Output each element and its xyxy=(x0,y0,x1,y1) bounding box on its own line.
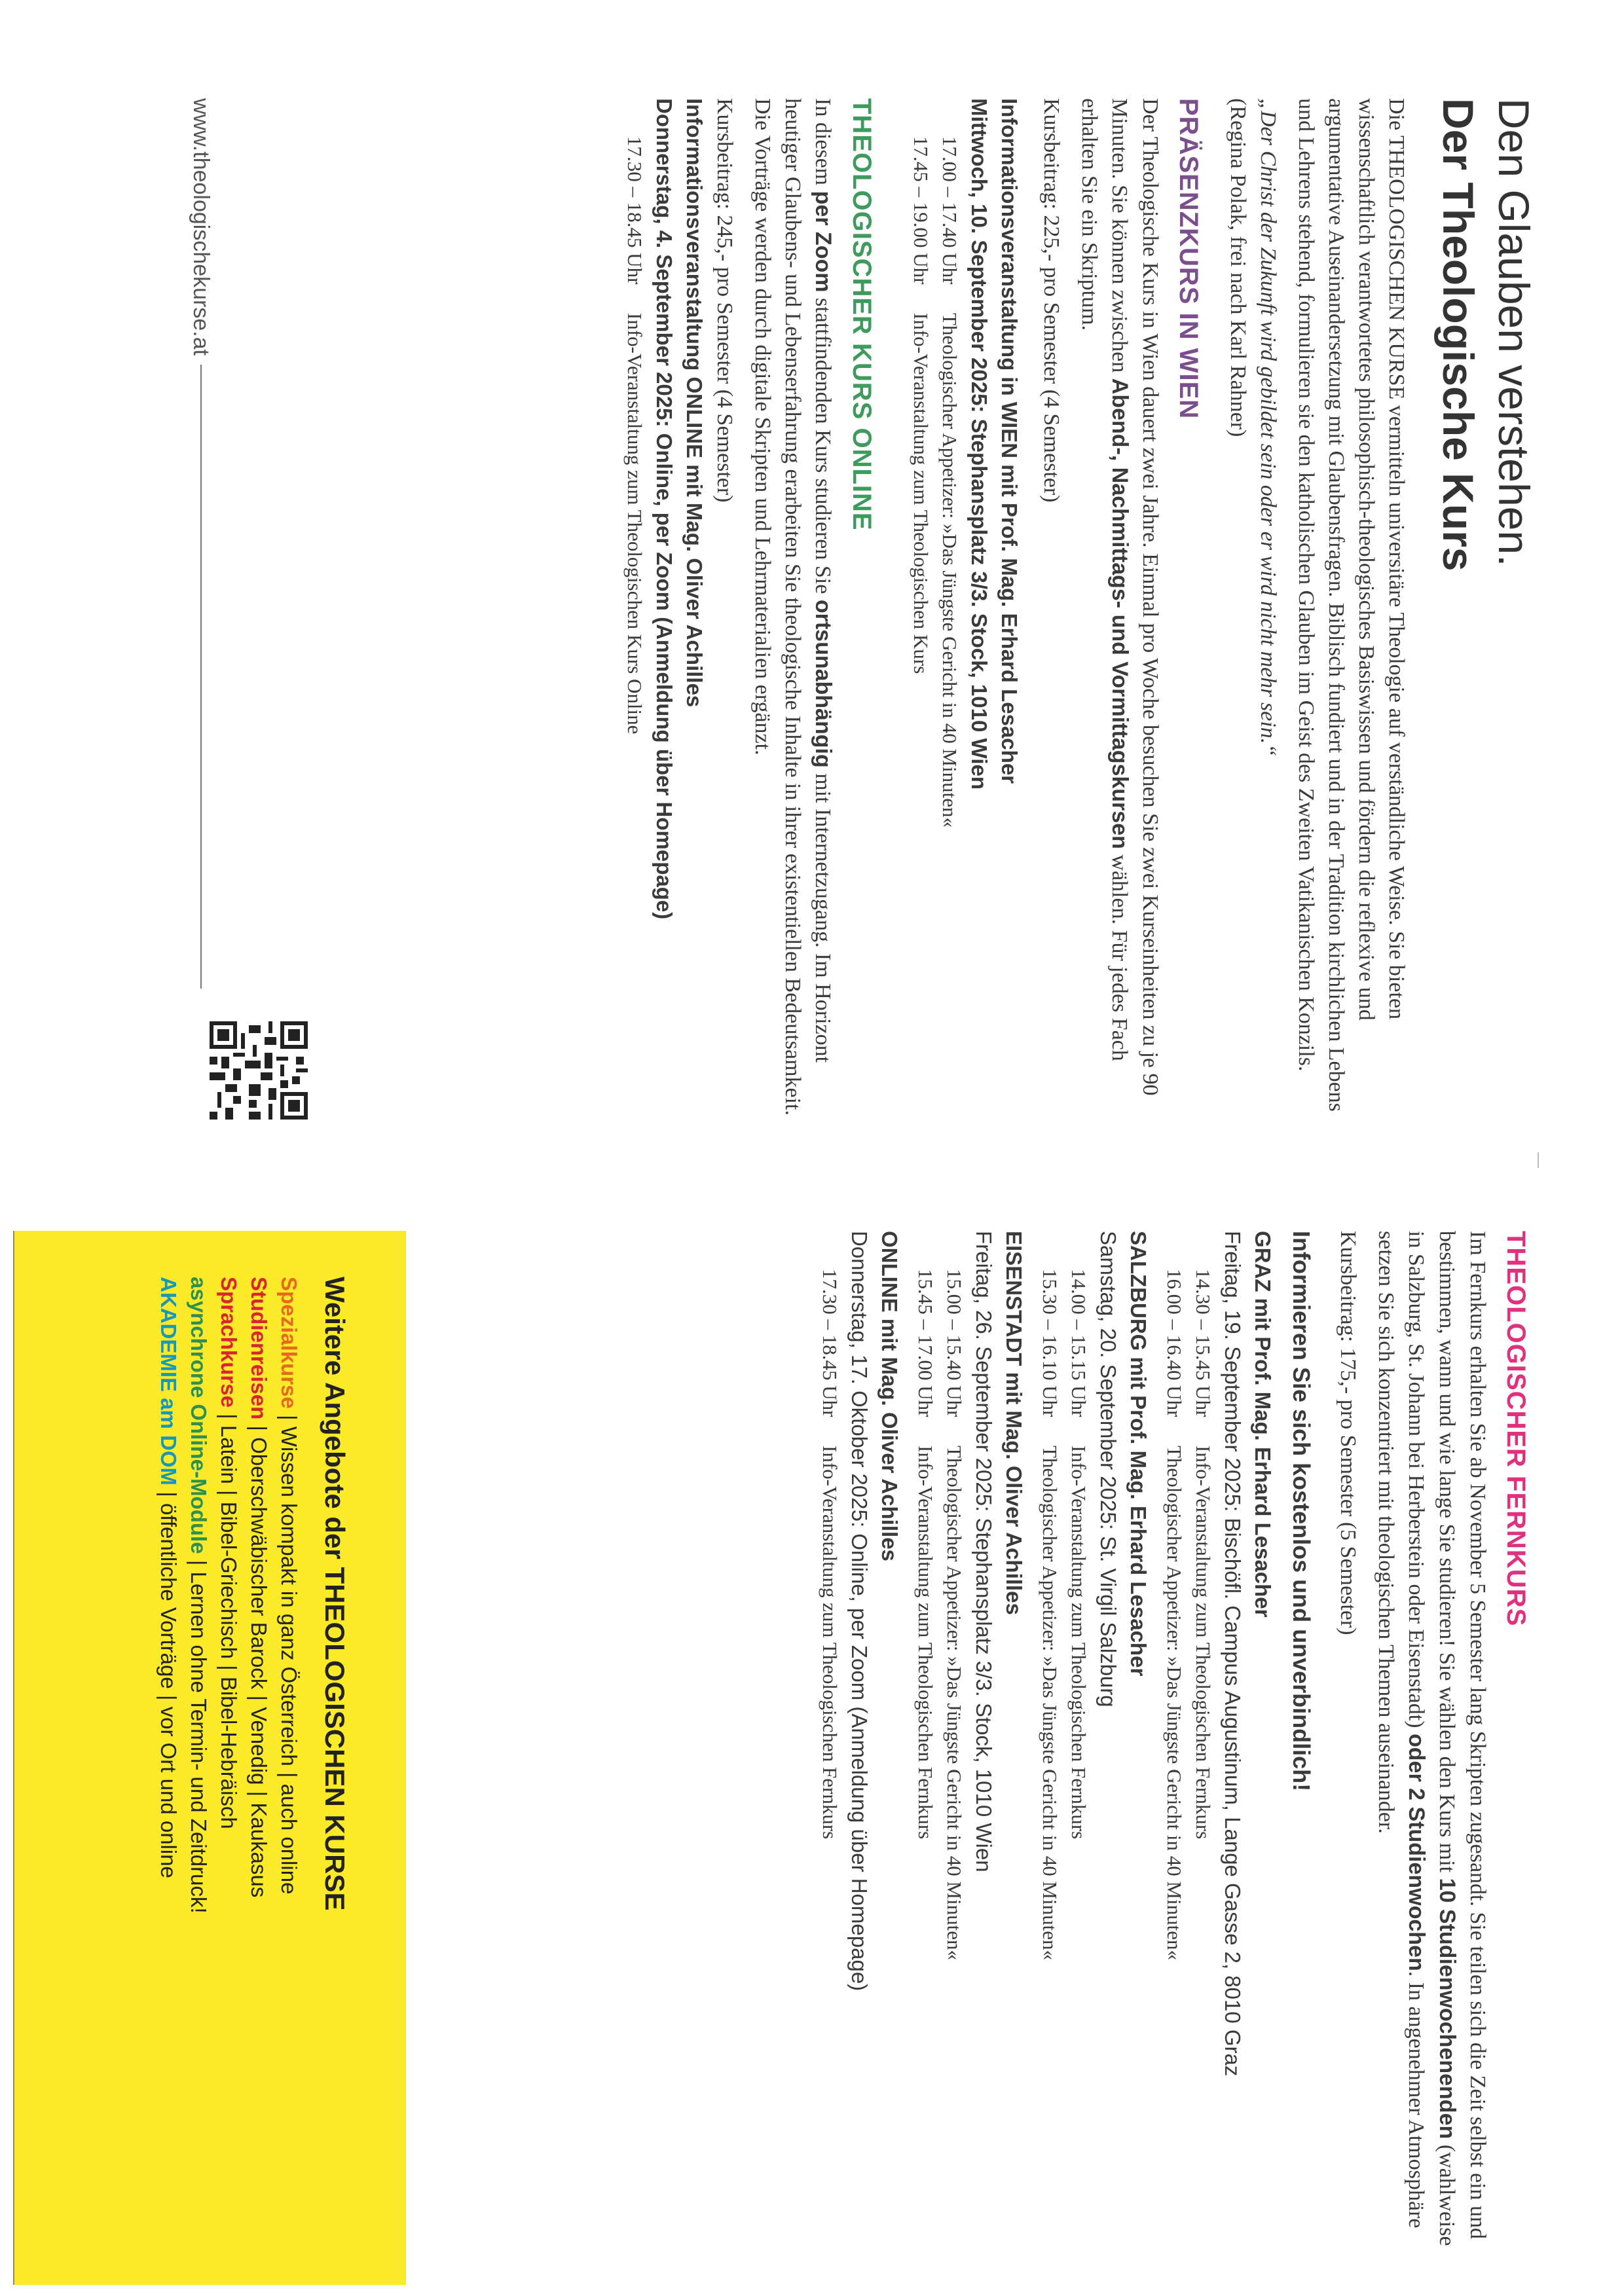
praesenz-heading: PRÄSENZKURS IN WIEN xyxy=(1174,98,1203,420)
location-title: SALZBURG mit Prof. Mag. Erhard Lesacher xyxy=(1126,1231,1151,1677)
praesenz-text xyxy=(1074,98,1165,1120)
online-text-part: In diesem xyxy=(811,98,835,191)
slot-desc: Info-Veranstaltung zum Theologischen Kurs Online xyxy=(623,313,646,735)
further-offers-box xyxy=(13,1231,406,2285)
slot-time: 17.45 – 19.00 Uhr xyxy=(910,136,932,285)
location-block xyxy=(1123,1231,1153,2252)
praesenz-info-title: Informationsveranstaltung in WIEN mit Prof. Mag. Erhard Lesacher xyxy=(997,98,1022,784)
offer-line xyxy=(153,1277,183,2239)
location-slot xyxy=(1035,1231,1064,2252)
online-heading: THEOLOGISCHER KURS ONLINE xyxy=(847,98,876,531)
praesenz-info-date: Mittwoch, 10. September 2025: Stephansplatz 3/3. Stock, 1010 Wien xyxy=(967,98,991,790)
praesenz-slot xyxy=(935,98,964,1120)
location-slot xyxy=(1064,1231,1093,2252)
location-block xyxy=(1247,1231,1278,2252)
location-slot xyxy=(1189,1231,1217,2252)
online-info-date: Donnerstag, 4. September 2025: Online, per Zoom (Anmeldung über Homepage) xyxy=(652,98,676,920)
offer-line xyxy=(183,1277,213,2239)
fernkurs-cta: Informieren Sie sich kostenlos und unverbindlich! xyxy=(1288,1231,1315,1792)
footer xyxy=(186,98,216,989)
left-column xyxy=(620,98,1542,1120)
further-offers-title: Weitere Angebote der THEOLOGISCHEN KURSE xyxy=(320,1277,350,1911)
intro-quote-source: (Regina Polak, frei nach Karl Rahner) xyxy=(1226,98,1250,437)
slot-desc: Theologischer Appetizer: »Das Jüngste Gericht in 40 Minuten« xyxy=(938,313,961,828)
offer-detail: | Lernen ohne Termin- und Zeitdruck! xyxy=(187,1554,211,1914)
location-date: Freitag, 26. September 2025: Stephansplatz 3/3. Stock, 1010 Wien xyxy=(972,1231,996,1872)
location-title: ONLINE mit Mag. Oliver Achilles xyxy=(877,1231,902,1561)
offer-detail: | Wissen kompakt in ganz Österreich | auch online xyxy=(277,1408,301,1895)
location-date: Samstag, 20. September 2025: St. Virgil Salzburg xyxy=(1096,1231,1120,1707)
right-column xyxy=(815,1231,1549,2252)
location-block xyxy=(874,1231,904,2252)
praesenz-slot xyxy=(906,98,935,1120)
offer-detail: | Latein | Bibel-Griechisch | Bibel-Hebräisch xyxy=(217,1407,241,1829)
fernkurs-text-part: . In angenehmer Atmosphäre setzen Sie sich konzentriert mit theologischen Themen auseinander. xyxy=(1374,1231,1428,2229)
fernkurs-text-part: Im Fernkurs erhalten Sie ab November 5 Semester lang Skripten zugesandt. Sie teilen sich die Zeit selbst ein und bestimmen, wann und wie lange Sie studieren! Sie wählen den Kurs mit xyxy=(1435,1231,1490,2240)
praesenz-text-part: Der Theologische Kurs in Wien dauert zwei Jahre. Einmal pro Woche besuchen Sie zwei Kurseinheiten zu je 90 Minuten. Sie können zwischen xyxy=(1107,98,1162,1096)
slot-time: 15.45 – 17.00 Uhr xyxy=(914,1269,937,1417)
offer-line xyxy=(244,1277,274,2239)
offer-key[interactable]: Spezialkurse xyxy=(277,1277,301,1409)
praesenz-text-part: wählen. Für jedes Fach erhalten Sie ein Skriptum. xyxy=(1077,98,1132,1061)
qr-code-icon[interactable] xyxy=(210,1021,308,1120)
online-slot xyxy=(620,98,649,1120)
online-text-part: stattfindenden Kurs studieren Sie xyxy=(811,292,835,600)
offer-key[interactable]: asynchrone Online-Module xyxy=(187,1277,211,1554)
online-text-bold: ortsunabhängig xyxy=(811,599,836,768)
online-text xyxy=(747,98,838,1120)
website-link[interactable]: www.theologischekurse.at xyxy=(189,98,213,356)
slot-desc: Theologischer Appetizer: »Das Jüngste Gericht in 40 Minuten« xyxy=(1039,1446,1061,1961)
location-slot xyxy=(815,1231,844,2252)
slot-desc: Info-Veranstaltung zum Theologischen Fernkurs xyxy=(819,1446,841,1840)
offer-line xyxy=(274,1277,304,2239)
fernkurs-text-bold: 10 Studienwochenenden xyxy=(1435,1878,1460,2140)
slot-time: 14.00 – 15.15 Uhr xyxy=(1067,1269,1090,1417)
slot-time: 17.30 – 18.45 Uhr xyxy=(623,136,646,285)
location-date: Donnerstag, 17. Oktober 2025: Online, per Zoom (Anmeldung über Homepage) xyxy=(847,1231,872,1992)
offer-key[interactable]: AKADEMIE am DOM xyxy=(157,1277,181,1486)
intro-quote: „Der Christ der Zukunft wird gebildet sein oder er wird nicht mehr sein.“ xyxy=(1256,98,1280,757)
slot-time: 17.00 – 17.40 Uhr xyxy=(938,136,961,285)
online-text-part: mit Internetzugang. Im Horizont heutiger Glaubens- und Lebenserfahrung erarbeiten Sie theologische Inhalte in ihrer existentiellen Bedeutsamkeit. Die Vorträge werden durch digitale Skripten und Lehrmaterialien ergänzt. xyxy=(750,98,835,1116)
slot-desc: Info-Veranstaltung zum Theologischen Fernkurs xyxy=(914,1446,937,1840)
slot-time: 14.30 – 15.45 Uhr xyxy=(1192,1269,1215,1417)
intro-text: Die THEOLOGISCHEN KURSE vermitteln universitäre Theologie auf verständliche Weise. Sie bieten wissenschaftlich verantwortetes philosophisch-theologisches Basiswissen und fördern die reflexive und argumentative Auseinandersetzung mit Glaubensfragen. Biblisch fundiert und in der Tradition kirchlichen Lebens und Lehrens stehend, formulieren sie den katholischen Glauben im Geist des Zweiten Vatikanischen Konzils. xyxy=(1294,98,1409,1112)
page-title: Den Glauben verstehen. xyxy=(1490,98,1538,567)
location-title: GRAZ mit Prof. Mag. Erhard Lesacher xyxy=(1251,1231,1275,1618)
praesenz-text-bold: Abend-, Nachmittags- und Vormittagskursen xyxy=(1107,378,1132,849)
footer-divider xyxy=(200,365,202,989)
offer-detail: | öffentliche Vorträge | vor Ort und online xyxy=(157,1485,181,1878)
location-date: Freitag, 19. September 2025: Bischöfl. Campus Augustinum, Lange Gasse 2, 8010 Graz xyxy=(1221,1231,1245,2077)
fernkurs-text-bold: oder 2 Studienwochen xyxy=(1404,1734,1429,1971)
slot-desc: Theologischer Appetizer: »Das Jüngste Gericht in 40 Minuten« xyxy=(943,1446,966,1961)
slot-time: 16.00 – 16.40 Uhr xyxy=(1163,1269,1186,1417)
fernkurs-text xyxy=(1371,1231,1492,2252)
location-title: EISENSTADT mit Mag. Oliver Achilles xyxy=(1002,1231,1026,1615)
location-block xyxy=(999,1231,1029,2252)
location-slot xyxy=(1160,1231,1189,2252)
location-slot xyxy=(940,1231,969,2252)
slot-desc: Info-Veranstaltung zum Theologischen Fernkurs xyxy=(1192,1446,1215,1840)
slot-time: 15.00 – 15.40 Uhr xyxy=(943,1269,966,1417)
online-text-bold: per Zoom xyxy=(811,191,836,293)
fernkurs-heading: THEOLOGISCHER FERNKURS xyxy=(1502,1231,1530,1627)
slot-desc: Info-Veranstaltung zum Theologischen Fernkurs xyxy=(1067,1446,1090,1840)
offer-line xyxy=(213,1277,244,2239)
offer-key[interactable]: Sprachkurse xyxy=(217,1277,241,1408)
praesenz-fee: Kursbeitrag: 225,- pro Semester (4 Semester) xyxy=(1039,98,1063,503)
location-slot xyxy=(911,1231,940,2252)
online-fee: Kursbeitrag: 245,- pro Semester (4 Semester) xyxy=(712,98,737,503)
bottom-divider xyxy=(13,1231,14,2285)
fernkurs-text-part: (wahlweise in Salzburg, St. Johann bei Herberstein oder Eisenstadt) xyxy=(1404,1231,1459,2246)
online-info-title: Informationsveranstaltung ONLINE mit Mag. Oliver Achilles xyxy=(682,98,707,708)
slot-time: 15.30 – 16.10 Uhr xyxy=(1039,1269,1061,1417)
fernkurs-fee: Kursbeitrag: 175,- pro Semester (5 Semester) xyxy=(1336,1231,1360,1635)
slot-desc: Theologischer Appetizer: »Das Jüngste Gericht in 40 Minuten« xyxy=(1163,1446,1186,1961)
offer-detail: | Oberschwäbischer Barock | Venedig | Kaukasus xyxy=(247,1419,271,1898)
fold-mark xyxy=(1538,1152,1539,1168)
offer-key[interactable]: Studienreisen xyxy=(247,1277,271,1420)
slot-time: 17.30 – 18.45 Uhr xyxy=(819,1269,841,1417)
slot-desc: Info-Veranstaltung zum Theologischen Kurs xyxy=(910,313,932,674)
page-subtitle: Der Theologische Kurs xyxy=(1434,98,1483,572)
